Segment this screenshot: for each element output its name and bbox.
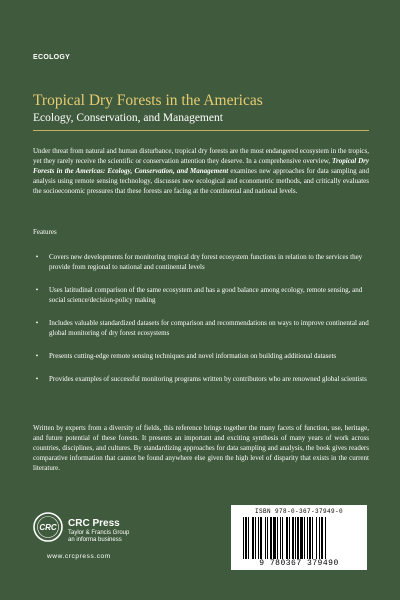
barcode-bar bbox=[270, 517, 272, 559]
barcode-bar bbox=[255, 517, 256, 559]
bullet-icon: • bbox=[35, 352, 39, 360]
book-subtitle: Ecology, Conservation, and Management bbox=[33, 112, 223, 124]
barcode-digits: 9 780367 379490 bbox=[259, 559, 339, 568]
barcode-bar bbox=[282, 517, 283, 559]
barcode-bar bbox=[260, 517, 262, 559]
feature-item bbox=[33, 351, 369, 361]
feature-text: Covers new developments for monitoring tropical dry forest ecosystem functions in relation to the services they provide from regional to national and continental levels bbox=[49, 253, 363, 271]
barcode-bars bbox=[241, 517, 357, 559]
barcode-bar bbox=[289, 517, 290, 559]
barcode-bar bbox=[243, 517, 244, 559]
feature-item bbox=[33, 374, 369, 384]
isbn-number: ISBN 978-0-367-37949-0 bbox=[254, 508, 343, 515]
intro-paragraph bbox=[33, 146, 369, 196]
barcode-bar bbox=[307, 517, 308, 559]
feature-text: Provides examples of successful monitoring programs written by contributors who are renowned global scientists bbox=[49, 375, 367, 383]
barcode-bar bbox=[309, 517, 311, 559]
category-label: ECOLOGY bbox=[33, 54, 71, 61]
feature-item bbox=[33, 285, 369, 305]
barcode-bar bbox=[248, 517, 249, 559]
closing-paragraph: Written by experts from a diversity of fields, this reference brings together the many facets of function, use, heritage, and future potential of these forests. It presents an important and exciting synthesis of many years of work across countries, disciplines, and cultures. By standardizing approaches for data sampling and analysis, the book gives readers comparative information that cannot be found anywhere else given the high level of disparity that exists in the current literature. bbox=[33, 424, 369, 472]
barcode-bar bbox=[267, 517, 268, 559]
barcode-bar bbox=[265, 517, 266, 559]
bullet-icon: • bbox=[35, 286, 39, 294]
barcode-bar bbox=[319, 517, 320, 559]
barcode-bar bbox=[258, 517, 259, 559]
barcode-bar bbox=[325, 517, 326, 559]
barcode-bar bbox=[292, 517, 294, 559]
barcode-bar bbox=[273, 517, 276, 559]
bullet-icon: • bbox=[35, 319, 39, 327]
features-heading: Features bbox=[33, 228, 57, 236]
barcode-bar bbox=[286, 517, 288, 559]
publisher-name: CRC Press bbox=[68, 518, 120, 529]
feature-text: Uses latitudinal comparison of the same ecosystem and has a good balance among ecology, remote sensing, and social science/decision-policy making bbox=[49, 286, 363, 304]
feature-text: Includes valuable standardized datasets for comparison and recommendations on ways to improve continental and global monitoring of dry forest ecosystems bbox=[49, 319, 369, 337]
publisher-group: Taylor & Francis Group bbox=[68, 530, 130, 536]
barcode-bar bbox=[316, 517, 317, 559]
crc-logo-text: CRC bbox=[39, 523, 57, 532]
feature-text: Presents cutting-edge remote sensing techniques and novel information on building additional datasets bbox=[49, 352, 337, 360]
publisher-block bbox=[33, 512, 203, 572]
barcode-bar bbox=[321, 517, 323, 559]
barcode-bar bbox=[300, 517, 303, 559]
bullet-icon: • bbox=[35, 375, 39, 383]
intro-text-before: Under threat from natural and human disturbance, tropical dry forests are the most endangered ecosystem in the tropics, yet they rarely receive the scientific or conservation attention they deserve. In a comprehensive overview, bbox=[33, 147, 369, 165]
intro-text-after: examines new approaches for data sampling and analysis using remote sensing technology, discusses new ecological and econometric methods, and critically evaluates the socioeconomic pressures that these forests are facing at the continental and national levels. bbox=[33, 167, 369, 195]
barcode-bar bbox=[312, 517, 313, 559]
barcode-bar bbox=[280, 517, 281, 559]
barcode-bar bbox=[277, 517, 278, 559]
crc-press-logo-icon bbox=[33, 512, 63, 542]
features-list bbox=[33, 252, 369, 397]
barcode-bar bbox=[245, 517, 247, 559]
publisher-url: www.crcpress.com bbox=[47, 553, 111, 560]
feature-item bbox=[33, 318, 369, 338]
title-divider bbox=[33, 130, 369, 131]
isbn-barcode bbox=[231, 505, 367, 570]
book-title: Tropical Dry Forests in the Americas bbox=[33, 92, 263, 109]
intro-book-title: Tropical Dry Forests in the Americas: Ecology, Conservation, and Management bbox=[33, 157, 369, 175]
barcode-bar bbox=[295, 517, 296, 559]
barcode-bar bbox=[304, 517, 305, 559]
barcode-bar bbox=[297, 517, 299, 559]
bullet-icon: • bbox=[35, 253, 39, 261]
barcode-bar bbox=[252, 517, 254, 559]
publisher-tagline: an informa business bbox=[68, 537, 122, 543]
feature-item bbox=[33, 252, 369, 272]
